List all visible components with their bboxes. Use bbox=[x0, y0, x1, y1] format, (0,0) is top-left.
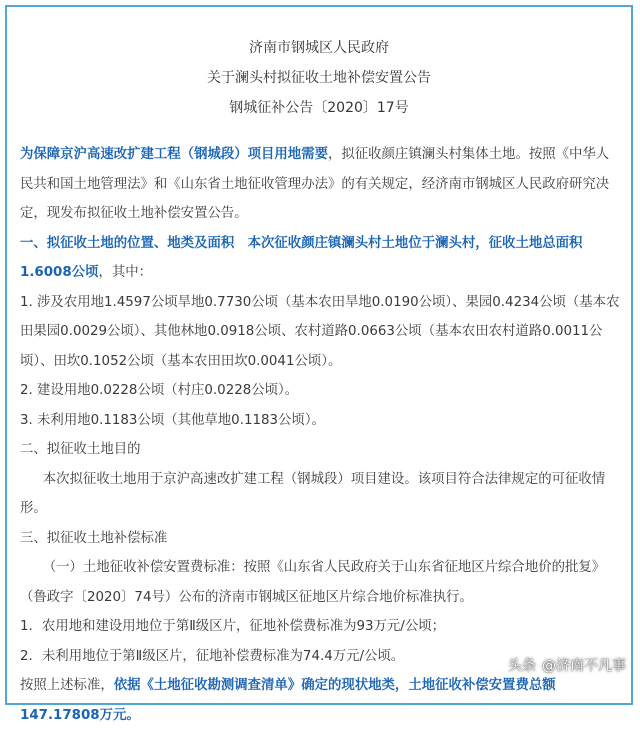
section3-final bbox=[20, 671, 620, 730]
section3-heading: 三、拟征收土地补偿标准 bbox=[20, 530, 168, 546]
section1-heading-text: 一、拟征收土地的位置、地类及面积 本次征收颜庄镇澜头村土地位于澜头村，征收土地总面积1.6008公顷 bbox=[20, 235, 583, 280]
section1-item3: 3. 未利用地0.1183公顷（其他草地0.1183公顷）。 bbox=[20, 412, 325, 428]
intro-rest: ，拟征收颜庄镇澜头村集体土地。按照《中华人民共和国土地管理法》和《山东省土地征收管理办法》的有关规定，经济南市钢城区人民政府研究决定，现发布拟征收土地补偿安置公告。 bbox=[20, 147, 610, 221]
watermark-platform: 头条 bbox=[508, 658, 536, 674]
intro-lead: 为保障京沪高速改扩建工程（钢城段）项目用地需要 bbox=[20, 147, 328, 162]
section2-body: 本次拟征收土地用于京沪高速改扩建工程（钢城段）项目建设。该项目符合法律规定的可征收情形。 bbox=[20, 471, 606, 516]
notice-body bbox=[20, 140, 620, 730]
document-header bbox=[7, 33, 631, 123]
watermark bbox=[508, 655, 626, 675]
section3-sub1: （一）土地征收补偿安置费标准：按照《山东省人民政府关于山东省征地区片综合地价的批复》（鲁政字〔2020〕74号）公布的济南市钢城区征地区片综合地价标准执行。 bbox=[20, 560, 606, 605]
section1-heading bbox=[20, 229, 620, 288]
section3-item1: 1．农用地和建设用地位于第Ⅱ级区片，征地补偿费标准为93万元/公顷； bbox=[20, 619, 445, 634]
section1-item1: 1. 涉及农用地1.4597公顷旱地0.7730公顷（基本农田旱地0.0190公顷）、果园0.4234公顷（基本农田果园0.0029公顷）、其他林地0.0918公顷、农村道路0.0663公顷（基本农田农村道路0.0011公顷）、田坎0.1052公顷（基本农田田坎0.0041公顷）。 bbox=[20, 294, 620, 369]
notice-number: 钢城征补公告〔2020〕17号 bbox=[229, 100, 409, 116]
section2-heading: 二、拟征收土地目的 bbox=[20, 442, 141, 457]
intro-paragraph bbox=[20, 140, 620, 229]
section3-final-bold: 依据《土地征收勘测调查清单》确定的现状地类，土地征收补偿安置费总额147.17808万元。 bbox=[20, 678, 556, 723]
section1-heading-tail: ，其中： bbox=[98, 265, 153, 280]
notice-title: 关于澜头村拟征收土地补偿安置公告 bbox=[207, 70, 431, 86]
watermark-account: @济南不凡事 bbox=[542, 658, 626, 674]
section3-item2: 2．未利用地位于第Ⅱ级区片，征地补偿费标准为74.4万元/公顷。 bbox=[20, 648, 405, 664]
section3-final-lead: 按照上述标准， bbox=[20, 678, 114, 693]
section1-item2: 2. 建设用地0.0228公顷（村庄0.0228公顷）。 bbox=[20, 383, 299, 398]
issuer-title: 济南市钢城区人民政府 bbox=[249, 40, 389, 56]
